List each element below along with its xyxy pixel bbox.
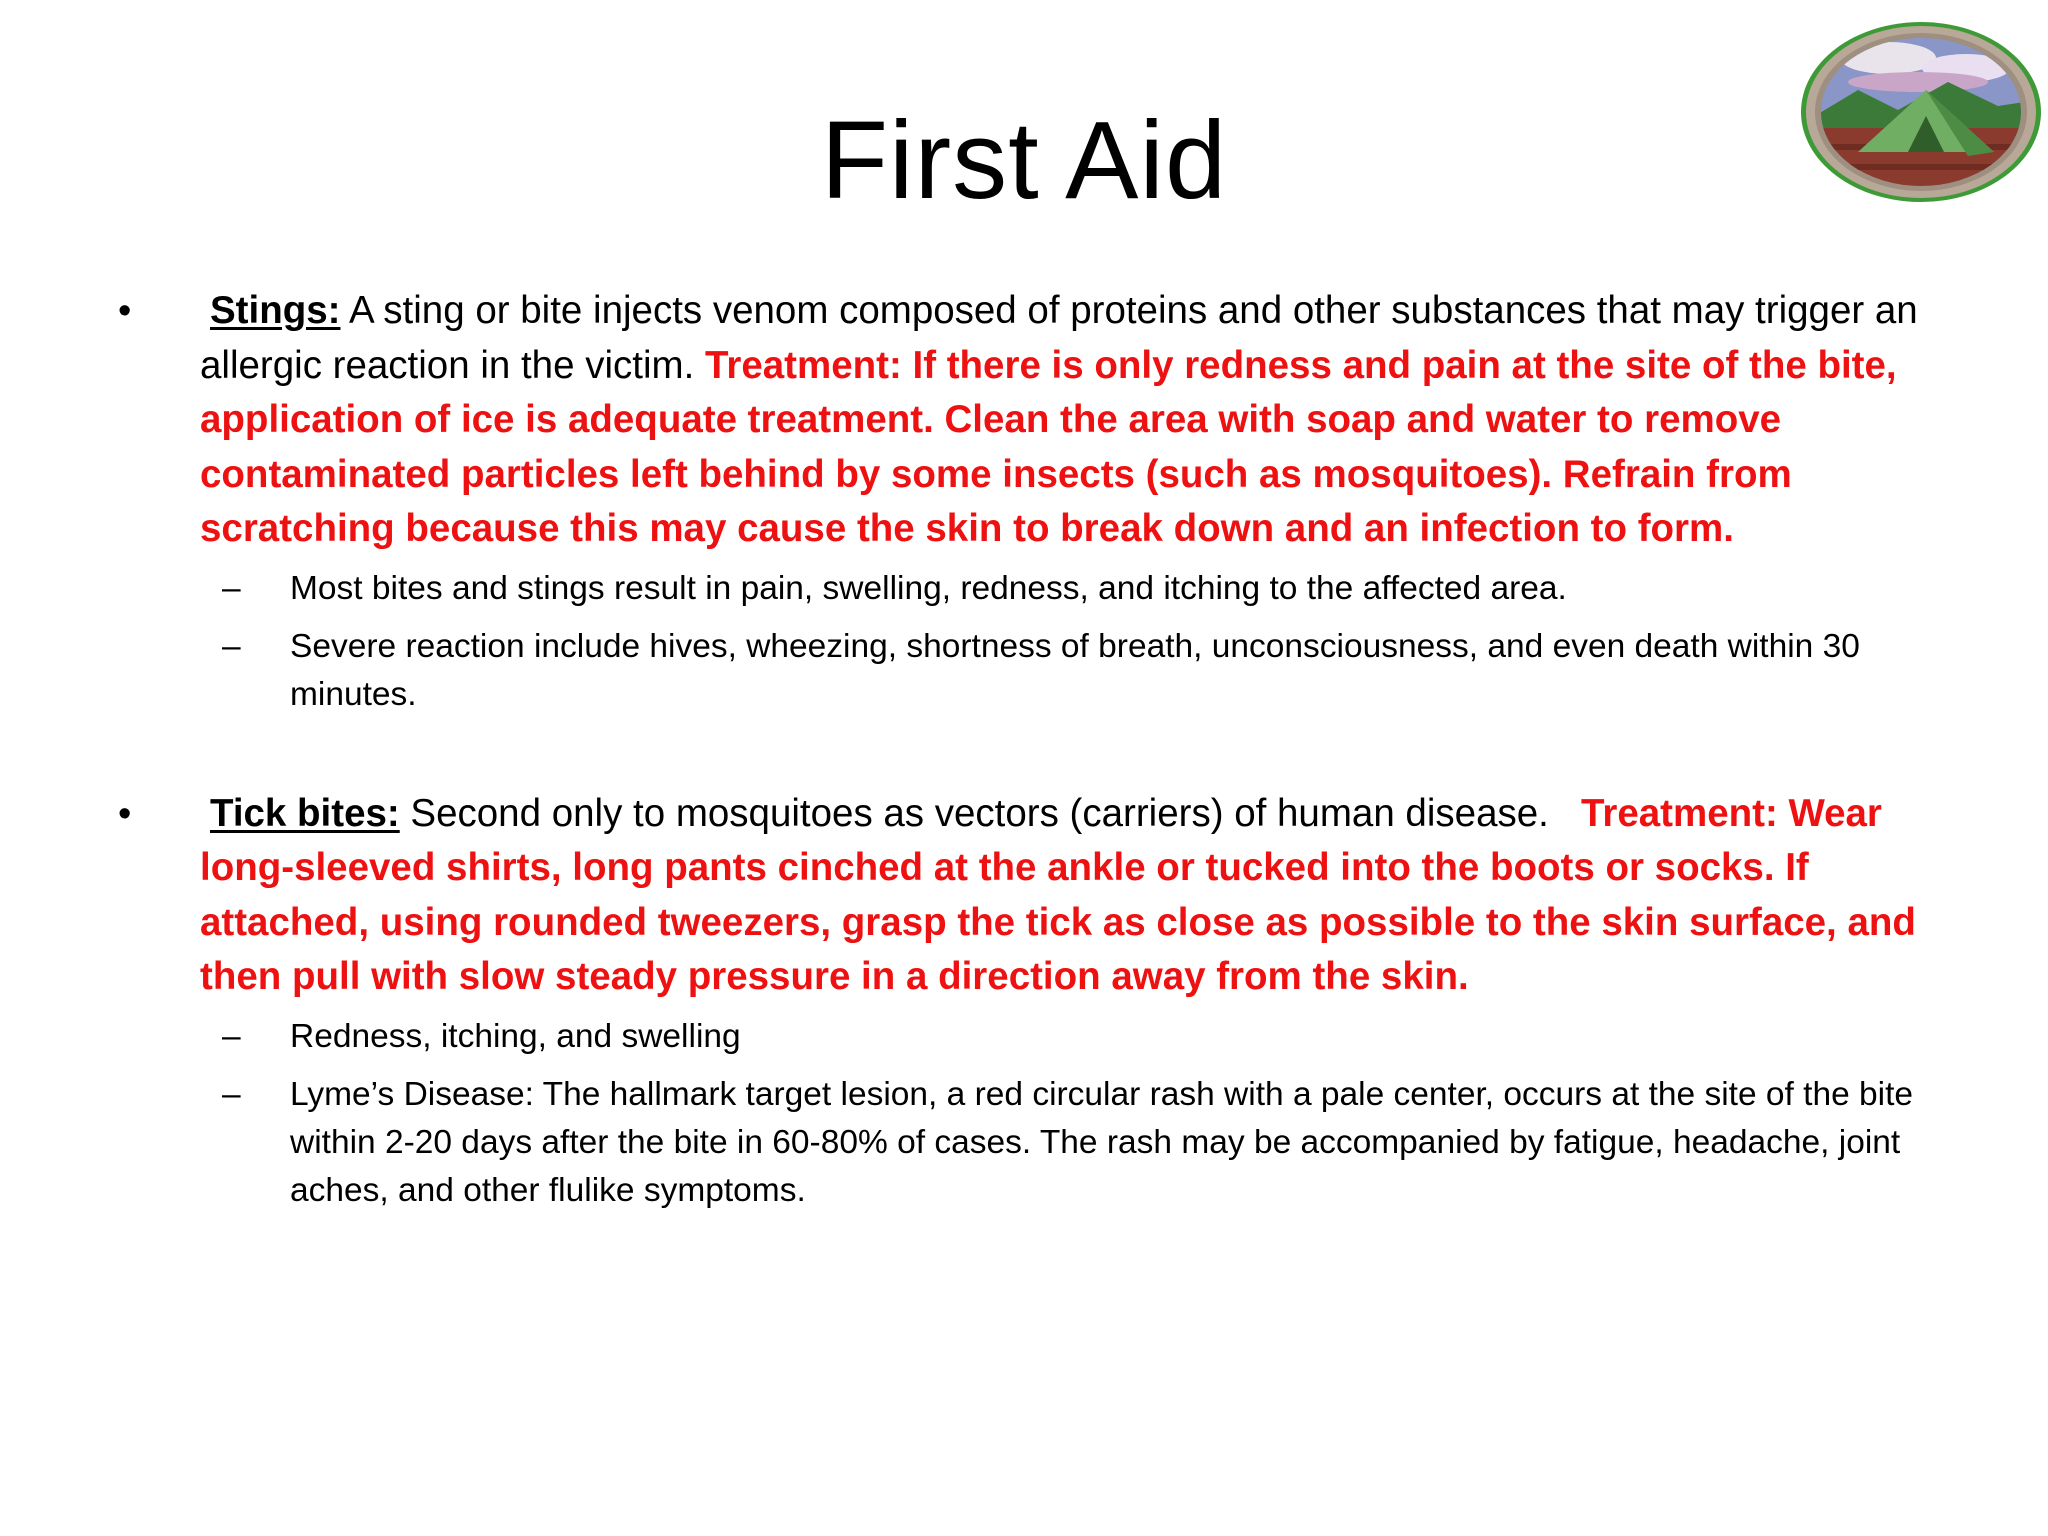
bullet-text: A sting or bite injects venom composed of proteins and other substances that may trigger an allergic reaction in the victim. [200,289,1918,387]
dash-icon: – [222,627,241,665]
dash-icon: – [222,569,241,607]
bullet-term: Stings: [210,289,341,332]
bullet-stings [118,284,1938,557]
sub-item-text: Redness, itching, and swelling [290,1017,741,1055]
bullet-dot-icon: • [118,792,132,835]
dash-icon: – [222,1017,241,1055]
sub-list [118,565,1938,719]
dash-icon: – [222,1075,241,1113]
sub-item-text: Severe reaction include hives, wheezing, shortness of breath, unconsciousness, and even death within 30 minutes. [290,627,1860,713]
camping-merit-badge-icon [1798,20,2044,204]
content-body [118,284,1938,1225]
bullet-tick-bites [118,787,1938,1005]
treatment-text: Treatment: If there is only redness and pain at the site of the bite, application of ice is adequate treatment. Clean the area with soap and water to remove contaminated particles left behind by some insects (such as mosquitoes). Refrain from scratching because this may cause the skin to break down and an infection to form. [200,343,1897,550]
sub-item [118,1013,1938,1061]
sub-list [118,1013,1938,1215]
bullet-text: Second only to mosquitoes as vectors (carriers) of human disease. [399,791,1581,835]
sub-item [118,565,1938,613]
bullet-term: Tick bites: [210,791,400,835]
bullet-dot-icon: • [118,290,132,332]
spacer [118,729,1938,787]
sub-item [118,623,1938,719]
treatment-text: Treatment: Wear long-sleeved shirts, long pants cinched at the ankle or tucked into the boots or socks. If attached, using rounded tweezers, grasp the tick as close as possible to the skin surface, and then pull with slow steady pressure in a direction away from the skin. [200,791,1916,998]
sub-item-text: Most bites and stings result in pain, swelling, redness, and itching to the affected area. [290,569,1567,607]
slide-title: First Aid [820,99,1228,222]
sub-item-text: Lyme’s Disease: The hallmark target lesion, a red circular rash with a pale center, occurs at the site of the bite within 2-20 days after the bite in 60-80% of cases. The rash may be accompanied by fatigue, headache, joint aches, and other flulike symptoms. [290,1075,1914,1209]
sub-item [118,1071,1938,1215]
